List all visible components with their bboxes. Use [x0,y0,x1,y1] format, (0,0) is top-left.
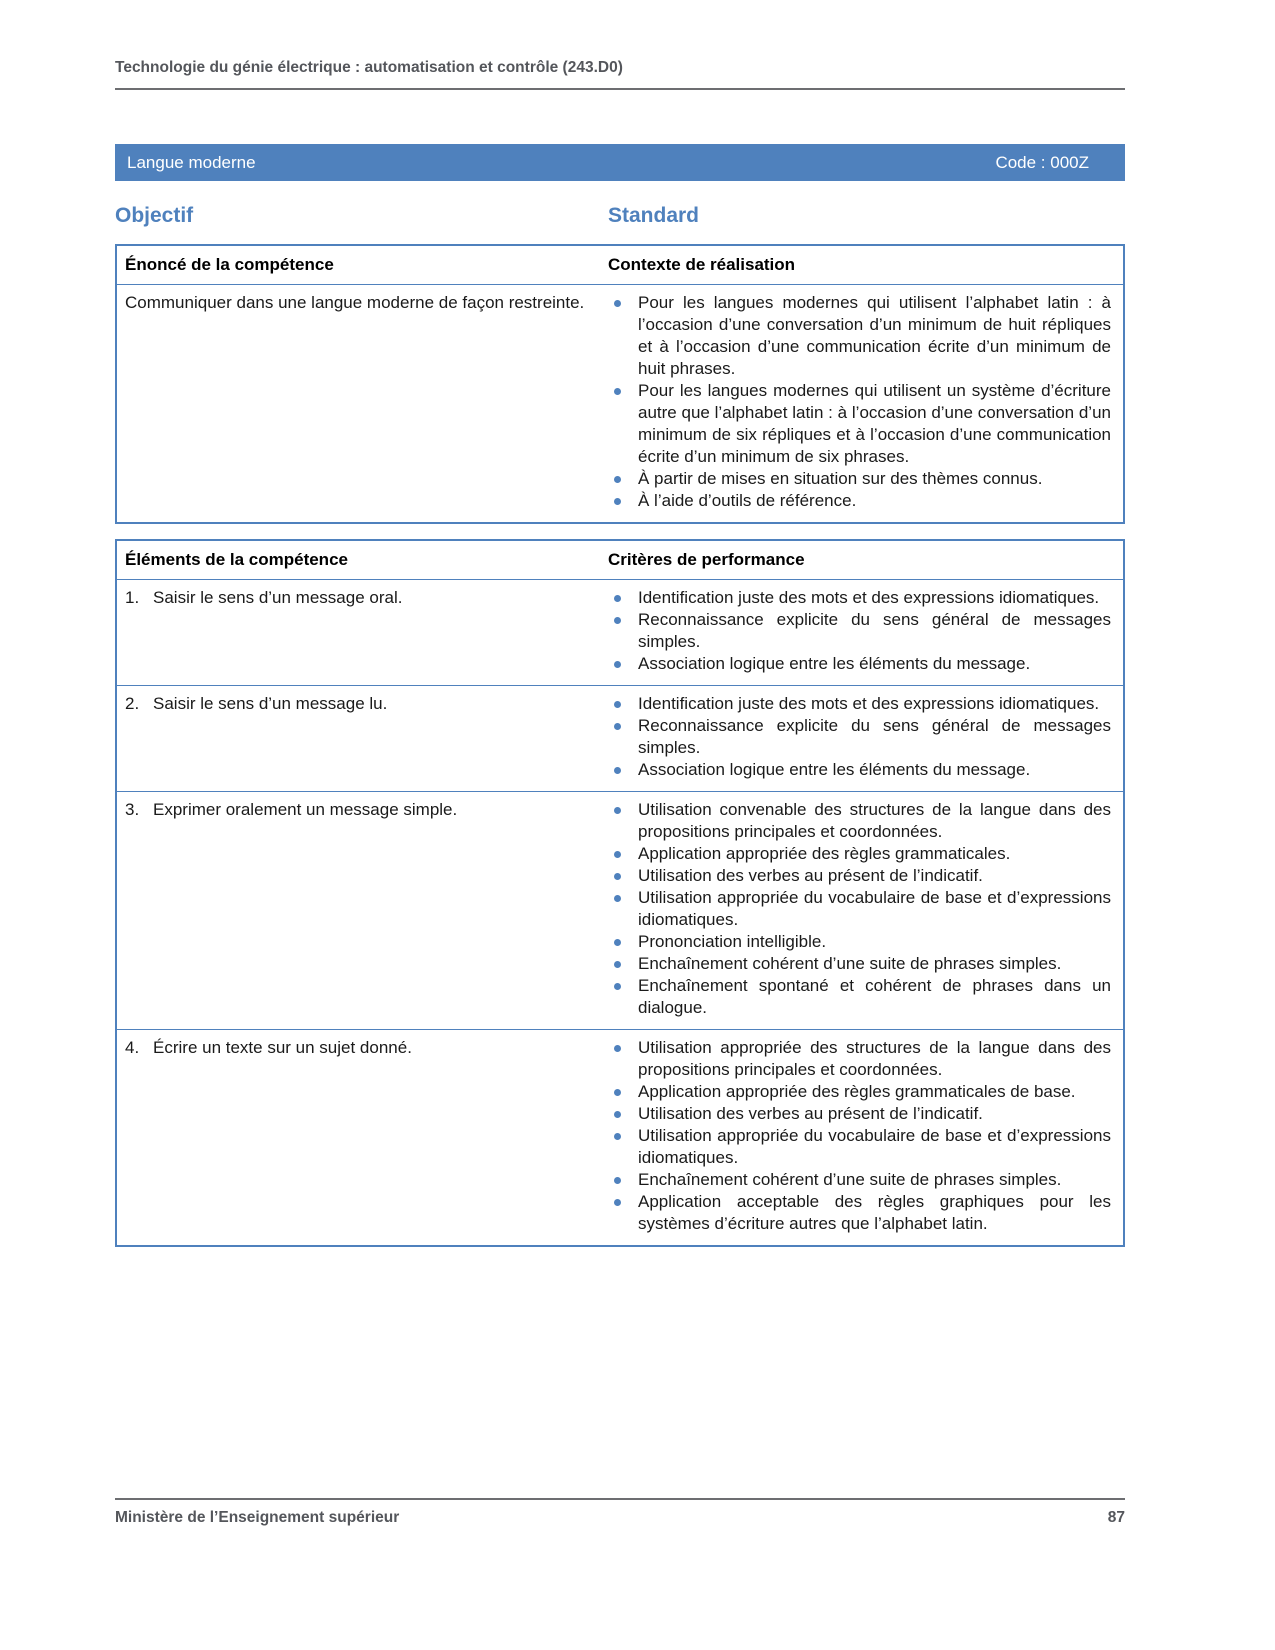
element-number: 3. [125,800,140,819]
bullet-item: À partir de mises en situation sur des thèmes connus. [608,468,1111,490]
banner-title: Langue moderne [127,152,256,172]
section-banner [115,144,1125,181]
header-contexte: Contexte de réalisation [608,255,796,274]
element-label [125,799,588,821]
element-cell [117,580,608,685]
standard-heading: Standard [608,204,700,227]
element-row-2 [117,685,1123,791]
element-label [125,1037,588,1059]
page-footer [115,1498,1125,1529]
bullet-item: À l’aide d’outils de référence. [608,490,1111,512]
column-headings [115,203,1125,229]
page-content [115,0,1125,1247]
criteria-list [608,693,1111,781]
competence-statement: Communiquer dans une langue moderne de façon restreinte. [125,293,585,312]
element-cell [117,686,608,791]
element-number: 1. [125,588,140,607]
criteria-cell [608,1030,1123,1245]
bullet-item: Application acceptable des règles graphiques pour les systèmes d’écriture autres que l’alphabet latin. [608,1191,1111,1235]
element-cell [117,1030,608,1245]
header-criteres: Critères de performance [608,550,805,569]
header-elements: Éléments de la compétence [125,550,348,569]
bullet-item: Utilisation des verbes au présent de l’indicatif. [608,1103,1111,1125]
criteria-list [608,799,1111,1019]
element-row-3 [117,791,1123,1029]
criteria-cell [608,580,1123,685]
bullet-item: Pour les langues modernes qui utilisent l’alphabet latin : à l’occasion d’une conversation d’un minimum de huit répliques et à l’occasion d’une communication écrite d’un minimum de huit phrases. [608,292,1111,380]
element-row-4 [117,1029,1123,1245]
course-code: Code : 000Z [995,152,1089,172]
element-label [125,693,588,715]
element-text: Écrire un texte sur un sujet donné. [153,1038,412,1057]
running-header [115,0,1125,90]
bullet-item: Enchaînement cohérent d’une suite de phrases simples. [608,953,1111,975]
bullet-item: Utilisation appropriée des structures de la langue dans des propositions principales et coordonnées. [608,1037,1111,1081]
criteria-list [608,587,1111,675]
bullet-item: Association logique entre les éléments du message. [608,759,1111,781]
footer-page-number: 87 [1107,1509,1125,1526]
footer-ministry: Ministère de l’Enseignement supérieur [115,1509,400,1526]
bullet-item: Utilisation des verbes au présent de l’indicatif. [608,865,1111,887]
bullet-item: Application appropriée des règles grammaticales de base. [608,1081,1111,1103]
criteria-cell [608,686,1123,791]
elements-table [115,539,1125,1247]
element-number: 2. [125,694,140,713]
competence-table [115,244,1125,524]
bullet-item: Utilisation appropriée du vocabulaire de base et d’expressions idiomatiques. [608,1125,1111,1169]
element-label [125,587,588,609]
bullet-item: Pour les langues modernes qui utilisent un système d’écriture autre que l’alphabet latin : à l’occasion d’une conversation d’un minimum de six répliques et à l’occasion d’une communication écrite d’un minimum de six phrases. [608,380,1111,468]
elements-table-header [117,541,1123,579]
bullet-item: Utilisation appropriée du vocabulaire de base et d’expressions idiomatiques. [608,887,1111,931]
criteria-cell [608,792,1123,1029]
objectif-heading: Objectif [115,204,194,227]
competence-row [117,284,1123,522]
element-text: Saisir le sens d’un message oral. [153,588,403,607]
bullet-item: Reconnaissance explicite du sens général de messages simples. [608,715,1111,759]
criteria-list [608,1037,1111,1235]
bullet-item: Enchaînement spontané et cohérent de phrases dans un dialogue. [608,975,1111,1019]
bullet-item: Identification juste des mots et des expressions idiomatiques. [608,693,1111,715]
bullet-item: Identification juste des mots et des expressions idiomatiques. [608,587,1111,609]
element-row-1 [117,579,1123,685]
context-cell [608,285,1123,522]
bullet-item: Enchaînement cohérent d’une suite de phrases simples. [608,1169,1111,1191]
element-text: Exprimer oralement un message simple. [153,800,458,819]
element-number: 4. [125,1038,140,1057]
context-bullets-list [608,292,1111,512]
bullet-item: Association logique entre les éléments du message. [608,653,1111,675]
element-text: Saisir le sens d’un message lu. [153,694,388,713]
bullet-item: Reconnaissance explicite du sens général de messages simples. [608,609,1111,653]
document-title: Technologie du génie électrique : automatisation et contrôle (243.D0) [115,59,623,76]
bullet-item: Utilisation convenable des structures de la langue dans des propositions principales et coordonnées. [608,799,1111,843]
bullet-item: Application appropriée des règles grammaticales. [608,843,1111,865]
element-cell [117,792,608,1029]
competence-table-header [117,246,1123,284]
header-enonce: Énoncé de la compétence [125,255,334,274]
bullet-item: Prononciation intelligible. [608,931,1111,953]
